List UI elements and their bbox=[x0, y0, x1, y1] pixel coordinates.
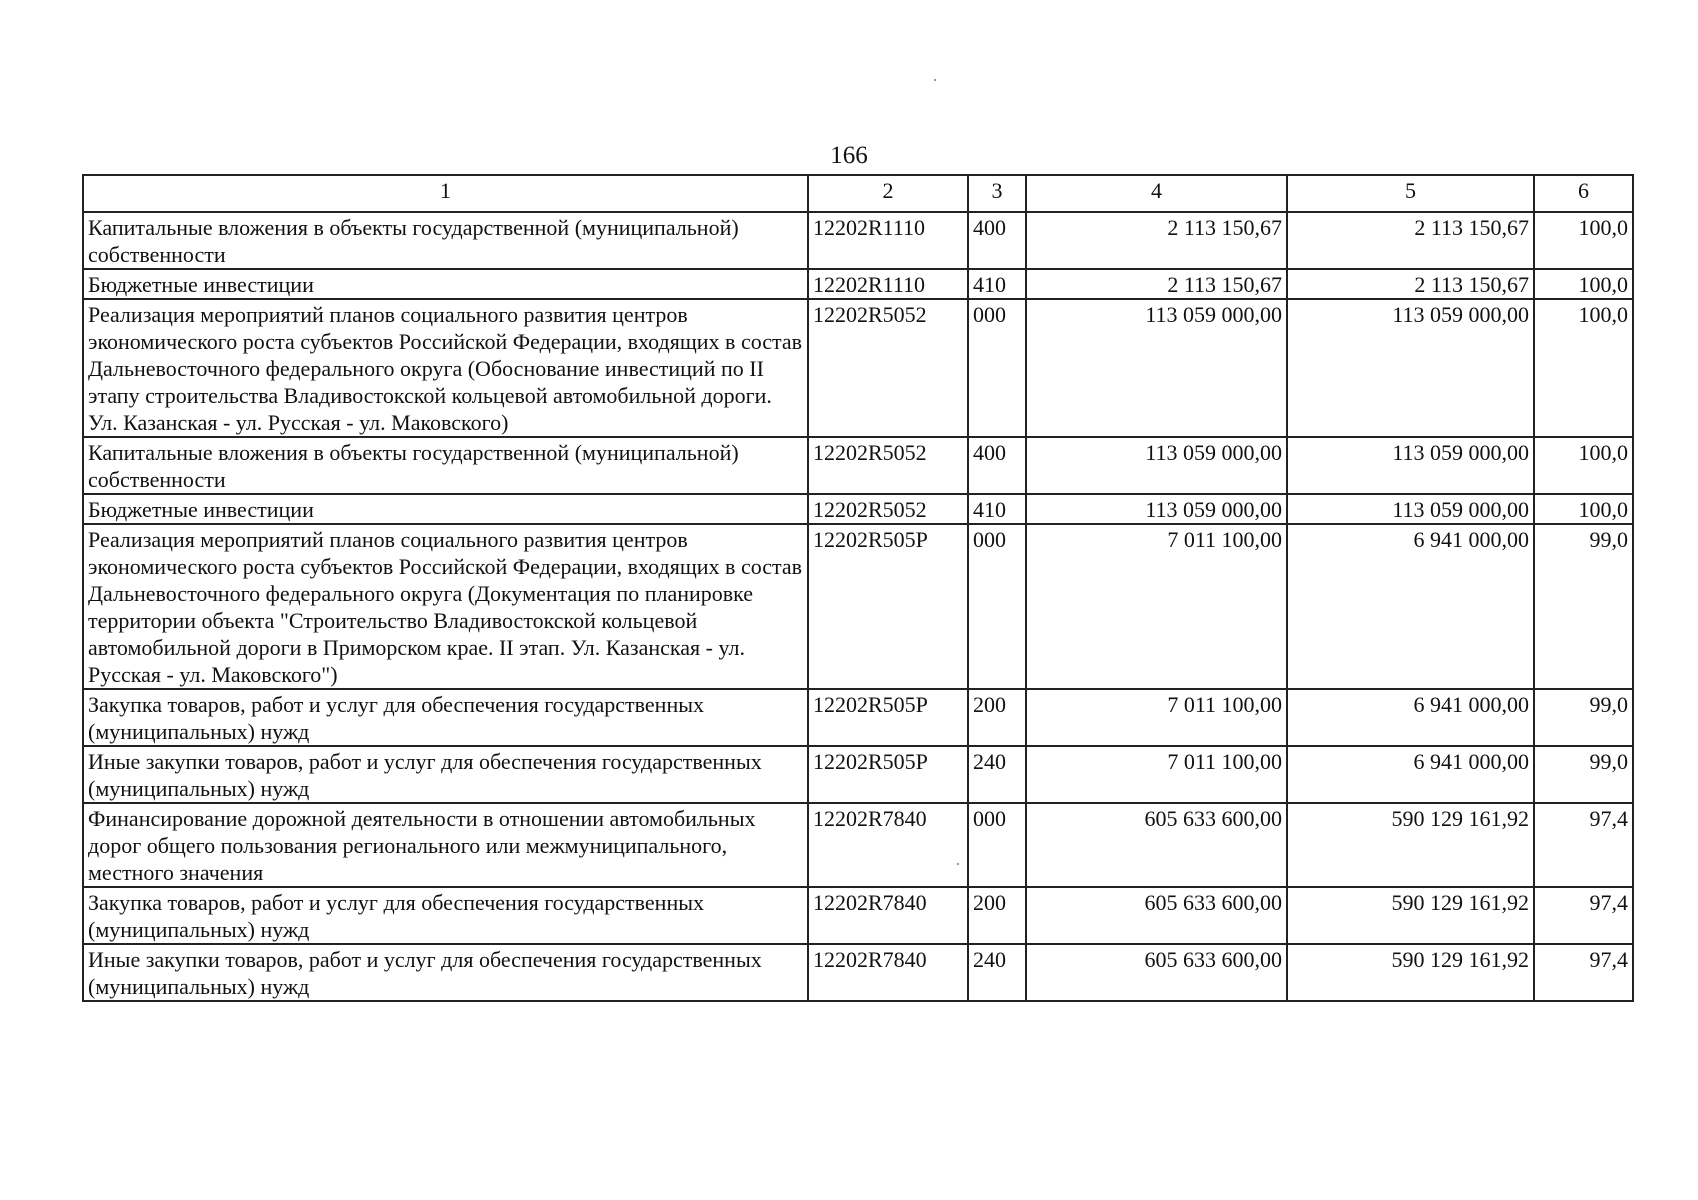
row-kind-cell: 000 bbox=[968, 299, 1026, 437]
row-name-cell: Закупка товаров, работ и услуг для обеспечения государственных (муниципальных) нужд bbox=[83, 689, 808, 746]
table-row bbox=[83, 299, 1633, 437]
row-fact-cell: 6 941 000,00 bbox=[1287, 746, 1534, 803]
row-kind-cell: 400 bbox=[968, 437, 1026, 494]
row-fact-cell: 113 059 000,00 bbox=[1287, 299, 1534, 437]
row-name-cell: Бюджетные инвестиции bbox=[83, 269, 808, 299]
row-kind-cell: 410 bbox=[968, 269, 1026, 299]
row-kind-cell: 400 bbox=[968, 212, 1026, 269]
row-percent-cell: 100,0 bbox=[1534, 494, 1633, 524]
row-kind-cell: 200 bbox=[968, 887, 1026, 944]
row-percent-cell: 99,0 bbox=[1534, 746, 1633, 803]
row-name-cell: Капитальные вложения в объекты государственной (муниципальной) собственности bbox=[83, 437, 808, 494]
row-fact-cell: 2 113 150,67 bbox=[1287, 212, 1534, 269]
row-percent-cell: 99,0 bbox=[1534, 689, 1633, 746]
table-row bbox=[83, 269, 1633, 299]
row-name-cell: Финансирование дорожной деятельности в отношении автомобильных дорог общего пользования регионального или межмуниципального, местного значения bbox=[83, 803, 808, 887]
page-number: 166 bbox=[830, 142, 868, 169]
table-row bbox=[83, 746, 1633, 803]
row-code-cell: 12202R7840 bbox=[808, 803, 968, 887]
row-name-cell: Реализация мероприятий планов социального развития центров экономического роста субъектов Российской Федерации, входящих в состав Дальневосточного федерального округа (Обоснование инвестиций по II этапу строительства Владивостокской кольцевой автомобильной дороги. Ул. Казанская - ул. Русская - ул. Маковского) bbox=[83, 299, 808, 437]
row-name-cell: Реализация мероприятий планов социального развития центров экономического роста субъектов Российской Федерации, входящих в состав Дальневосточного федерального округа (Документация по планировке территории объекта "Строительство Владивостокской кольцевой автомобильной дороги в Приморском крае. II этап. Ул. Казанская - ул. Русская - ул. Маковского") bbox=[83, 524, 808, 689]
row-fact-cell: 113 059 000,00 bbox=[1287, 494, 1534, 524]
row-kind-cell: 240 bbox=[968, 944, 1026, 1001]
row-name-cell: Иные закупки товаров, работ и услуг для обеспечения государственных (муниципальных) нужд bbox=[83, 746, 808, 803]
table-row bbox=[83, 437, 1633, 494]
row-code-cell: 12202R505P bbox=[808, 689, 968, 746]
row-percent-cell: 97,4 bbox=[1534, 887, 1633, 944]
table-row bbox=[83, 689, 1633, 746]
table-row bbox=[83, 212, 1633, 269]
row-plan-cell: 605 633 600,00 bbox=[1026, 887, 1287, 944]
row-plan-cell: 605 633 600,00 bbox=[1026, 944, 1287, 1001]
scan-speck bbox=[934, 79, 936, 81]
row-kind-cell: 200 bbox=[968, 689, 1026, 746]
row-plan-cell: 113 059 000,00 bbox=[1026, 299, 1287, 437]
row-code-cell: 12202R7840 bbox=[808, 944, 968, 1001]
scan-speck bbox=[957, 863, 959, 865]
column-number-row bbox=[83, 175, 1633, 212]
row-code-cell: 12202R5052 bbox=[808, 494, 968, 524]
row-percent-cell: 100,0 bbox=[1534, 299, 1633, 437]
row-code-cell: 12202R5052 bbox=[808, 299, 968, 437]
column-header-2: 2 bbox=[808, 175, 968, 212]
row-code-cell: 12202R1110 bbox=[808, 212, 968, 269]
row-kind-cell: 410 bbox=[968, 494, 1026, 524]
row-fact-cell: 113 059 000,00 bbox=[1287, 437, 1534, 494]
row-code-cell: 12202R505P bbox=[808, 746, 968, 803]
table-row bbox=[83, 887, 1633, 944]
row-plan-cell: 2 113 150,67 bbox=[1026, 269, 1287, 299]
table-row bbox=[83, 494, 1633, 524]
row-plan-cell: 7 011 100,00 bbox=[1026, 746, 1287, 803]
budget-table bbox=[82, 174, 1634, 1002]
table-row bbox=[83, 944, 1633, 1001]
row-kind-cell: 240 bbox=[968, 746, 1026, 803]
row-percent-cell: 97,4 bbox=[1534, 803, 1633, 887]
row-percent-cell: 99,0 bbox=[1534, 524, 1633, 689]
row-name-cell: Закупка товаров, работ и услуг для обеспечения государственных (муниципальных) нужд bbox=[83, 887, 808, 944]
row-fact-cell: 590 129 161,92 bbox=[1287, 944, 1534, 1001]
row-fact-cell: 6 941 000,00 bbox=[1287, 689, 1534, 746]
column-header-1: 1 bbox=[83, 175, 808, 212]
row-plan-cell: 113 059 000,00 bbox=[1026, 437, 1287, 494]
row-fact-cell: 6 941 000,00 bbox=[1287, 524, 1534, 689]
row-plan-cell: 605 633 600,00 bbox=[1026, 803, 1287, 887]
row-kind-cell: 000 bbox=[968, 524, 1026, 689]
row-percent-cell: 100,0 bbox=[1534, 212, 1633, 269]
row-code-cell: 12202R7840 bbox=[808, 887, 968, 944]
row-plan-cell: 7 011 100,00 bbox=[1026, 689, 1287, 746]
row-fact-cell: 590 129 161,92 bbox=[1287, 803, 1534, 887]
column-header-3: 3 bbox=[968, 175, 1026, 212]
column-header-4: 4 bbox=[1026, 175, 1287, 212]
column-header-6: 6 bbox=[1534, 175, 1633, 212]
table-row bbox=[83, 524, 1633, 689]
column-header-5: 5 bbox=[1287, 175, 1534, 212]
row-code-cell: 12202R505P bbox=[808, 524, 968, 689]
row-code-cell: 12202R5052 bbox=[808, 437, 968, 494]
row-plan-cell: 7 011 100,00 bbox=[1026, 524, 1287, 689]
row-fact-cell: 2 113 150,67 bbox=[1287, 269, 1534, 299]
row-percent-cell: 97,4 bbox=[1534, 944, 1633, 1001]
row-percent-cell: 100,0 bbox=[1534, 269, 1633, 299]
row-name-cell: Иные закупки товаров, работ и услуг для обеспечения государственных (муниципальных) нужд bbox=[83, 944, 808, 1001]
row-name-cell: Капитальные вложения в объекты государственной (муниципальной) собственности bbox=[83, 212, 808, 269]
row-fact-cell: 590 129 161,92 bbox=[1287, 887, 1534, 944]
table-row bbox=[83, 803, 1633, 887]
row-plan-cell: 2 113 150,67 bbox=[1026, 212, 1287, 269]
row-percent-cell: 100,0 bbox=[1534, 437, 1633, 494]
row-plan-cell: 113 059 000,00 bbox=[1026, 494, 1287, 524]
row-kind-cell: 000 bbox=[968, 803, 1026, 887]
row-code-cell: 12202R1110 bbox=[808, 269, 968, 299]
row-name-cell: Бюджетные инвестиции bbox=[83, 494, 808, 524]
